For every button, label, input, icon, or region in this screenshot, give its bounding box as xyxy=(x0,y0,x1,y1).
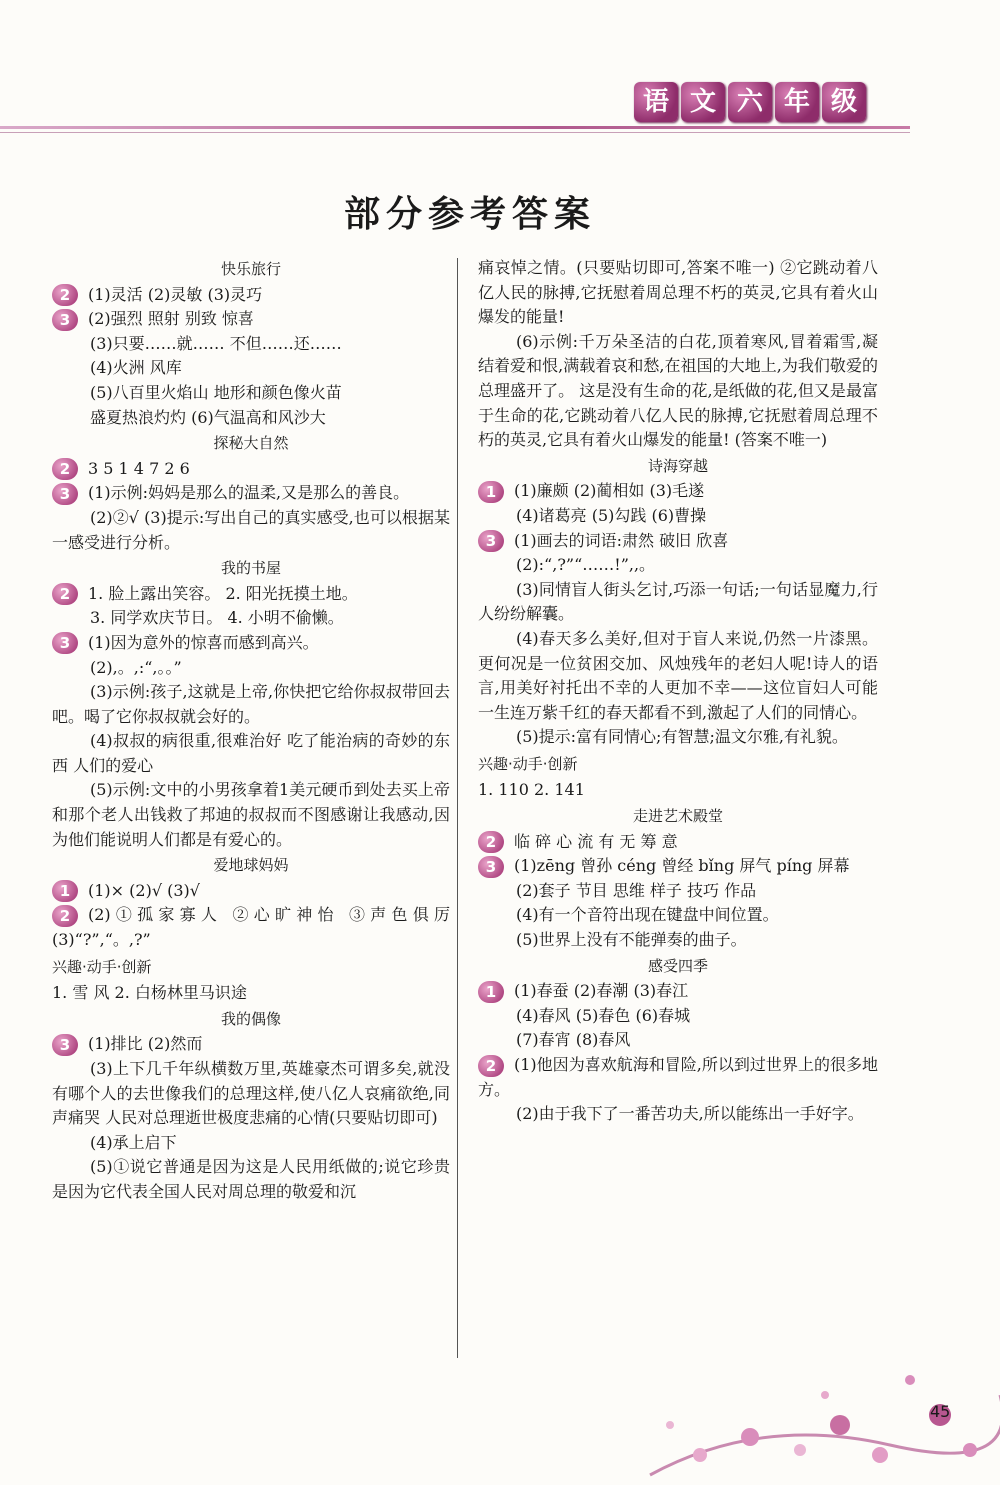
question-number-icon: 3 xyxy=(478,856,504,878)
badge-char: 级 xyxy=(822,82,866,122)
answer-line: 1 (1)廉颇 (2)蔺相如 (3)毛遂 xyxy=(478,479,878,504)
answer-paragraph: (3)上下几千年纵横数万里,英雄豪杰可谓多矣,就没有哪个人的去世像我们的总理这样,使八亿人哀痛欲绝,同声痛哭 人民对总理逝世极度悲痛的心情(只要贴切即可) xyxy=(52,1059,450,1128)
section-title: 探秘大自然 xyxy=(213,434,289,453)
subsection-title: 兴趣·动手·创新 xyxy=(478,754,578,773)
answer-line: 3 (1)zēng 曾孙 céng 曾经 bǐng 屏气 píng 屏幕 xyxy=(478,854,878,879)
question-number-icon: 1 xyxy=(52,880,78,902)
answer-paragraph: (3)同情盲人街头乞讨,巧添一句话;一句话显魔力,行人纷纷解囊。 xyxy=(478,579,878,624)
page-number: 45 xyxy=(930,1402,951,1421)
section-title: 我的书屋 xyxy=(220,559,281,578)
section-title: 我的偶像 xyxy=(220,1009,281,1028)
answer-line: (3)只要……就…… 不但……还…… xyxy=(90,333,342,353)
badge-char: 文 xyxy=(681,82,725,122)
answer-paragraph: (2)②√ (3)提示:写出自己的真实感受,也可以根据某一感受进行分析。 xyxy=(52,507,450,552)
answer-line: 3 (1)因为意外的惊喜而感到高兴。 xyxy=(52,631,450,656)
answer-paragraph: (5)提示:富有同情心;有智慧;温文尔雅,有礼貌。 xyxy=(516,727,848,747)
answer-line: (2):“,?”“……!”,,。 xyxy=(516,555,656,575)
answer-line: 2 (1)他因为喜欢航海和冒险,所以到过世界上的很多地方。 xyxy=(478,1055,878,1099)
question-number-icon: 2 xyxy=(478,831,504,853)
answer-line: 3. 同学欢庆节日。 4. 小明不偷懒。 xyxy=(90,608,344,628)
question-number-icon: 3 xyxy=(52,483,78,505)
question-number-icon: 2 xyxy=(52,284,78,306)
question-number-icon: 2 xyxy=(52,458,78,480)
badge-char: 语 xyxy=(634,82,678,122)
question-number-icon: 2 xyxy=(52,905,78,927)
question-number-icon: 1 xyxy=(478,481,504,503)
answer-line: 2 3 5 1 4 7 2 6 xyxy=(52,457,450,482)
page-header xyxy=(0,0,1000,140)
right-column xyxy=(478,256,878,1127)
answer-line: 盛夏热浪灼灼 (6)气温高和风沙大 xyxy=(90,407,326,427)
answer-line: 3 (1)排比 (2)然而 xyxy=(52,1032,450,1057)
answer-line: (4)承上启下 xyxy=(90,1132,177,1152)
answer-line: 3 (1)示例:妈妈是那么的温柔,又是那么的善良。 xyxy=(52,481,450,506)
section-title: 爱地球妈妈 xyxy=(213,856,289,875)
question-number-icon: 3 xyxy=(52,1034,78,1056)
answer-line: 1. 雪 风 2. 白杨林里马识途 xyxy=(52,983,247,1003)
page-title: 部分参考答案 xyxy=(343,194,596,235)
answer-line: 2 (2)①孤家寡人 ②心旷神怡 ③声色俱厉 (3)“?”,“。,?” xyxy=(52,905,450,950)
answer-line: (4)春风 (5)春色 (6)春城 xyxy=(516,1005,691,1025)
answer-paragraph: (6)示例:千万朵圣洁的白花,顶着寒风,冒着霜雪,凝结着爱和恨,满载着哀和愁,在祖国的大地上,为我们敬爱的总理盛开了。 这是没有生命的花,是纸做的花,但又是最富于生命的花,它跳动着八亿人民的脉搏,它抚慰着周总理不朽的英灵,它具有着火山爆发的能量! (答案不唯一) xyxy=(478,331,878,450)
left-column xyxy=(52,256,450,1205)
answer-paragraph: (2)由于我下了一番苦功夫,所以能练出一手好字。 xyxy=(516,1104,864,1124)
question-number-icon: 2 xyxy=(478,1055,504,1077)
section-title: 感受四季 xyxy=(647,956,708,975)
question-number-icon: 3 xyxy=(52,309,78,331)
answer-paragraph: (5)①说它普通是因为这是人民用纸做的;说它珍贵是因为它代表全国人民对周总理的敬爱和沉 xyxy=(52,1157,450,1201)
answer-paragraph: (4)春天多么美好,但对于盲人来说,仍然一片漆黑。更何况是一位贫困交加、风烛残年的老妇人呢!诗人的语言,用美好衬托出不幸的人更加不幸——这位盲妇人可能一生连万紫千红的春天都看不到,激起了人们的同情心。 xyxy=(478,628,878,722)
section-title: 走进艺术殿堂 xyxy=(632,807,723,826)
section-title: 快乐旅行 xyxy=(220,260,281,278)
answer-line: 1. 110 2. 141 xyxy=(478,780,585,800)
question-number-icon: 1 xyxy=(478,981,504,1003)
question-number-icon: 3 xyxy=(478,530,504,552)
answer-line: (7)春宵 (8)春风 xyxy=(516,1030,631,1050)
answer-line: 1 (1)× (2)√ (3)√ xyxy=(52,879,450,904)
section-title: 诗海穿越 xyxy=(647,456,708,475)
answer-line: 2 (1)灵活 (2)灵敏 (3)灵巧 xyxy=(52,283,450,308)
answer-line: (4)有一个音符出现在键盘中间位置。 xyxy=(516,905,779,925)
answer-line: (2)套子 节目 思维 样子 技巧 作品 xyxy=(516,880,757,900)
answer-paragraph: 痛哀悼之情。(只要贴切即可,答案不唯一) ②它跳动着八亿人民的脉搏,它抚慰着周总理不朽的英灵,它具有着火山爆发的能量! xyxy=(478,258,878,327)
answer-line: 1 (1)春蚕 (2)春潮 (3)春江 xyxy=(478,979,878,1004)
answer-line: 3 (2)强烈 照射 别致 惊喜 xyxy=(52,307,450,332)
grade-badge-row xyxy=(634,82,866,122)
column-divider xyxy=(457,258,458,1358)
answer-line: 2 1. 脸上露出笑容。 2. 阳光抚摸土地。 xyxy=(52,582,450,607)
answer-line: (5)世界上没有不能弹奏的曲子。 xyxy=(516,930,747,950)
header-rule-thin xyxy=(0,132,910,133)
answer-paragraph: (4)叔叔的病很重,很难治好 吃了能治病的奇妙的东西 人们的爱心 xyxy=(52,731,450,775)
answer-paragraph: (3)示例:孩子,这就是上帝,你快把它给你叔叔带回去吧。喝了它你叔叔就会好的。 xyxy=(52,682,450,726)
answer-line: (4)诸葛亮 (5)勾践 (6)曹操 xyxy=(516,505,707,525)
header-rule xyxy=(0,126,910,129)
answer-line: (4)火洲 风库 xyxy=(90,358,182,378)
badge-char: 六 xyxy=(728,82,772,122)
answer-paragraph: (5)示例:文中的小男孩拿着1美元硬币到处去买上帝和那个老人出钱救了邦迪的叔叔而不图感谢让我感动,因为他们能说明人们都是有爱心的。 xyxy=(52,780,450,849)
subsection-title: 兴趣·动手·创新 xyxy=(52,957,152,976)
answer-line: 3 (1)画去的词语:肃然 破旧 欣喜 xyxy=(478,529,878,554)
question-number-icon: 3 xyxy=(52,632,78,654)
answer-line: (2),。,:“,。。” xyxy=(90,657,182,677)
answer-line: (5)八百里火焰山 地形和颜色像火苗 xyxy=(90,382,342,402)
answer-line: 2 临 碎 心 流 有 无 筹 意 xyxy=(478,830,878,855)
badge-char: 年 xyxy=(775,82,819,122)
question-number-icon: 2 xyxy=(52,583,78,605)
